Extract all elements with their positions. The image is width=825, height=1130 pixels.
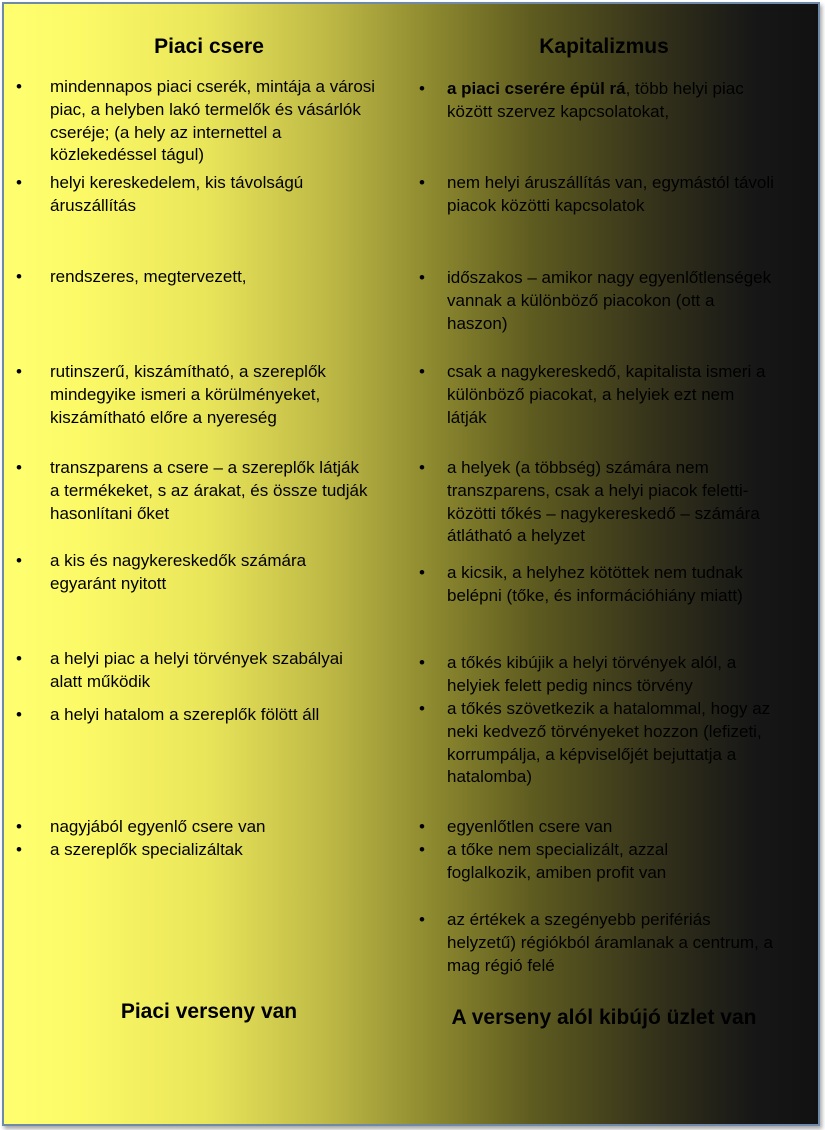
comparison-panel (2, 2, 820, 1126)
left-column-footer: Piaci verseny van (120, 1000, 298, 1023)
list-item: • a tőkés szövetkezik a hatalommal, hogy az neki kedvező törvényeket hozzon (lefizeti, korrumpálja, a képviselőjét bejuttatja a hatalomba) (447, 698, 787, 789)
list-item: • a tőkés kibújik a helyi törvények alól, a helyiek felett pedig nincs törvény (447, 652, 792, 698)
list-item: • a kis és nagykereskedők számára egyaránt nyitott (50, 550, 370, 596)
left-column-title: Piaci csere (154, 35, 264, 58)
list-item: • a helyek (a többség) számára nem transzparens, csak a helyi piacok feletti- közötti tőkés – nagykereskedő – számára átlátható a helyzet (447, 457, 792, 548)
right-column-footer: A verseny alól kibújó üzlet van (451, 1006, 757, 1029)
list-item: • csak a nagykereskedő, kapitalista ismeri a különböző piacokat, a helyiek ezt nem látják (447, 361, 767, 429)
list-item: • a helyi hatalom a szereplők fölött áll (50, 704, 380, 727)
list-item: • a kicsik, a helyhez kötöttek nem tudnak belépni (tőke, és információhiány miatt) (447, 562, 767, 608)
list-item: • a tőke nem specializált, azzal foglalkozik, amiben profit van (447, 839, 747, 885)
list-item (447, 78, 777, 124)
right-column-title: Kapitalizmus (539, 35, 669, 58)
list-item: • helyi kereskedelem, kis távolságú áruszállítás (50, 172, 370, 218)
list-item: • transzparens a csere – a szereplők látják a termékeket, s az árakat, és össze tudják hasonlítani őket (50, 457, 370, 525)
list-item: • rutinszerű, kiszámítható, a szereplők mindegyike ismeri a körülményeket, kiszámítható előre a nyereség (50, 361, 380, 429)
list-item: • nagyjából egyenlő csere van (50, 816, 380, 839)
list-item: • a helyi piac a helyi törvények szabályai alatt működik (50, 648, 350, 694)
list-item: • az értékek a szegényebb perifériás helyzetű) régiókból áramlanak a centrum, a mag régió felé (447, 909, 777, 977)
list-item: • időszakos – amikor nagy egyenlőtlenségek vannak a különböző piacokon (ott a haszon) (447, 267, 777, 335)
list-item: • mindennapos piaci cserék, mintája a városi piac, a helyben lakó termelők és vásárlók cseréje; (a hely az internettel a közlekedéssel tágul) (50, 76, 390, 167)
list-item-emphasis: a piaci cserére épül rá (447, 79, 626, 98)
list-item: • a szereplők specializáltak (50, 839, 380, 862)
list-item: • nem helyi áruszállítás van, egymástól távoli piacok közötti kapcsolatok (447, 172, 797, 218)
list-item: • rendszeres, megtervezett, (50, 266, 370, 289)
list-item: • egyenlőtlen csere van (447, 816, 777, 839)
list-item-text: , több helyi piac között szervez kapcsolatokat, (447, 79, 744, 121)
